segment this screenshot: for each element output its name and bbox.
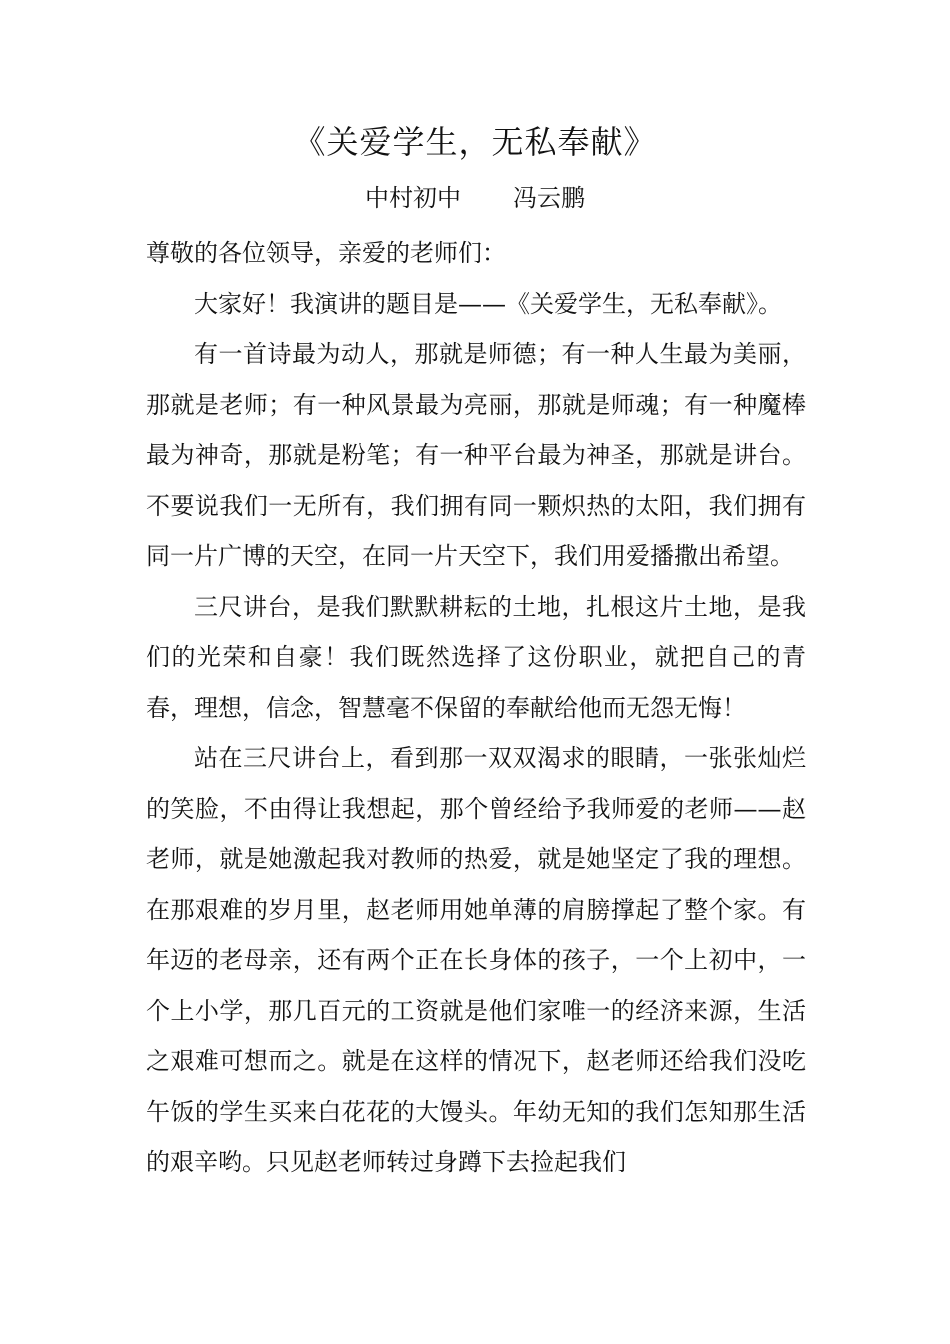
byline-author: 冯云鹏	[513, 184, 585, 212]
salutation: 尊敬的各位领导，亲爱的老师们：	[146, 239, 506, 267]
byline-school: 中村初中	[365, 184, 461, 212]
document-body	[146, 228, 806, 1188]
paragraph-3: 三尺讲台，是我们默默耕耘的土地，扎根这片土地，是我们的光荣和自豪！我们既然选择了这份职业，就把自己的青春，理想，信念，智慧毫不保留的奉献给他而无怨无悔！	[146, 592, 806, 722]
document-title: 《关爱学生，无私奉献》	[293, 123, 657, 161]
paragraph-1: 大家好！我演讲的题目是——《关爱学生，无私奉献》。	[194, 289, 782, 318]
paragraph-2: 有一首诗最为动人，那就是师德；有一种人生最为美丽，那就是老师；有一种风景最为亮丽，那就是师魂；有一种魔棒最为神奇，那就是粉笔；有一种平台最为神圣，那就是讲台。不要说我们一无所有，我们拥有同一颗炽热的太阳，我们拥有同一片广博的天空，在同一片天空下，我们用爱播撒出希望。	[146, 340, 806, 570]
paragraph-4: 站在三尺讲台上，看到那一双双渴求的眼睛，一张张灿烂的笑脸，不由得让我想起，那个曾经给予我师爱的老师——赵老师，就是她激起我对教师的热爱，就是她坚定了我的理想。在那艰难的岁月里，赵老师用她单薄的肩膀撑起了整个家。有年迈的老母亲，还有两个正在长身体的孩子，一个上初中，一个上小学，那几百元的工资就是他们家唯一的经济来源，生活之艰难可想而之。就是在这样的情况下，赵老师还给我们没吃午饭的学生买来白花花的大馒头。年幼无知的我们怎知那生活的艰辛哟。只见赵老师转过身蹲下去捡起我们	[146, 744, 806, 1176]
byline	[0, 180, 950, 216]
